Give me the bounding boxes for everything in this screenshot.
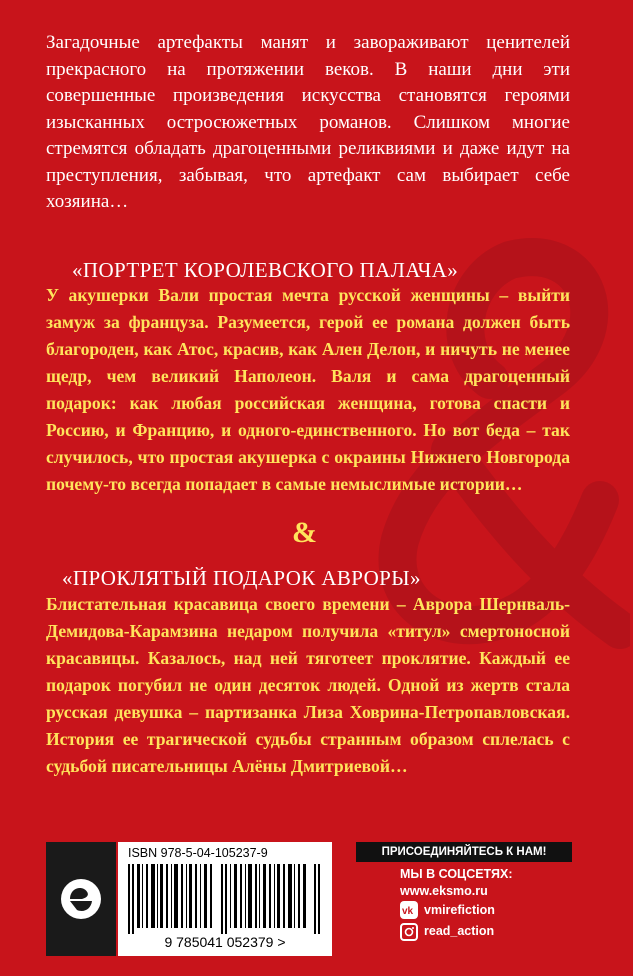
publisher-logo — [46, 842, 116, 956]
barcode-number: 9 785041 052379 > — [164, 934, 286, 950]
ampersand-separator: & — [292, 516, 317, 549]
website-link[interactable]: www.eksmo.ru — [400, 884, 488, 898]
section-title-aurora: «ПРОКЛЯТЫЙ ПОДАРОК АВРОРЫ» — [62, 566, 421, 590]
section-text-portrait: У акушерки Вали простая мечта русской женщины – выйти замуж за француза. Разумеется, герой ее романа должен быть благороден, как Атос, красив, как Ален Делон, и ничуть не менее щедр, чем великий Наполеон. Валя и сама драгоценный подарок: как любая российская женщина, готова спасти и Россию, и Францию, и одного-единственного. Но вот беда – так случилось, что простая акушерка с окраины Нижнего Новгорода почему-то всегда попадает в самые немыслимые истории… — [46, 285, 570, 494]
isbn-text: ISBN 978-5-04-105237-9 — [128, 846, 268, 860]
instagram-link[interactable]: read_action — [424, 924, 495, 938]
section-title-portrait: «ПОРТРЕТ КОРОЛЕВСКОГО ПАЛАЧА» — [72, 258, 459, 282]
barcode-panel — [118, 842, 332, 956]
eksmo-logo-icon — [46, 842, 116, 956]
section-text-aurora: Блистательная красавица своего времени – Аврора Шернваль-Демидова-Карамзина недаром получила «титул» смертоносной красавицы. Казалось, над ней тяготеет проклятие. Каждый ее подарок погубил не один десяток людей. Одной из жертв стала русская девушка – партизанка Лиза Ховрина-Петропавловская. История ее трагической судьбы странным образом сплелась с судьбой писательницы Алёны Дмитриевой… — [46, 594, 570, 776]
vk-icon — [400, 901, 418, 919]
social-header: ПРИСОЕДИНЯЙТЕСЬ К НАМ! — [356, 842, 572, 862]
instagram-icon — [400, 923, 418, 941]
svg-text:vk: vk — [402, 906, 414, 917]
social-caption: МЫ В СОЦСЕТЯХ: — [400, 867, 513, 881]
vk-link[interactable]: vmirefiction — [424, 903, 495, 917]
barcode-icon — [126, 864, 324, 934]
intro-paragraph: Загадочные артефакты манят и завораживают ценителей прекрасного на протяжении веков. В наши дни эти совершенные произведения искусства становятся героями изысканных остросюжетных романов. Слишком многие стремятся обладать драгоценными реликвиями и даже идут на преступления, забывая, что артефакт сам выбирает себе хозяина… — [46, 32, 570, 212]
